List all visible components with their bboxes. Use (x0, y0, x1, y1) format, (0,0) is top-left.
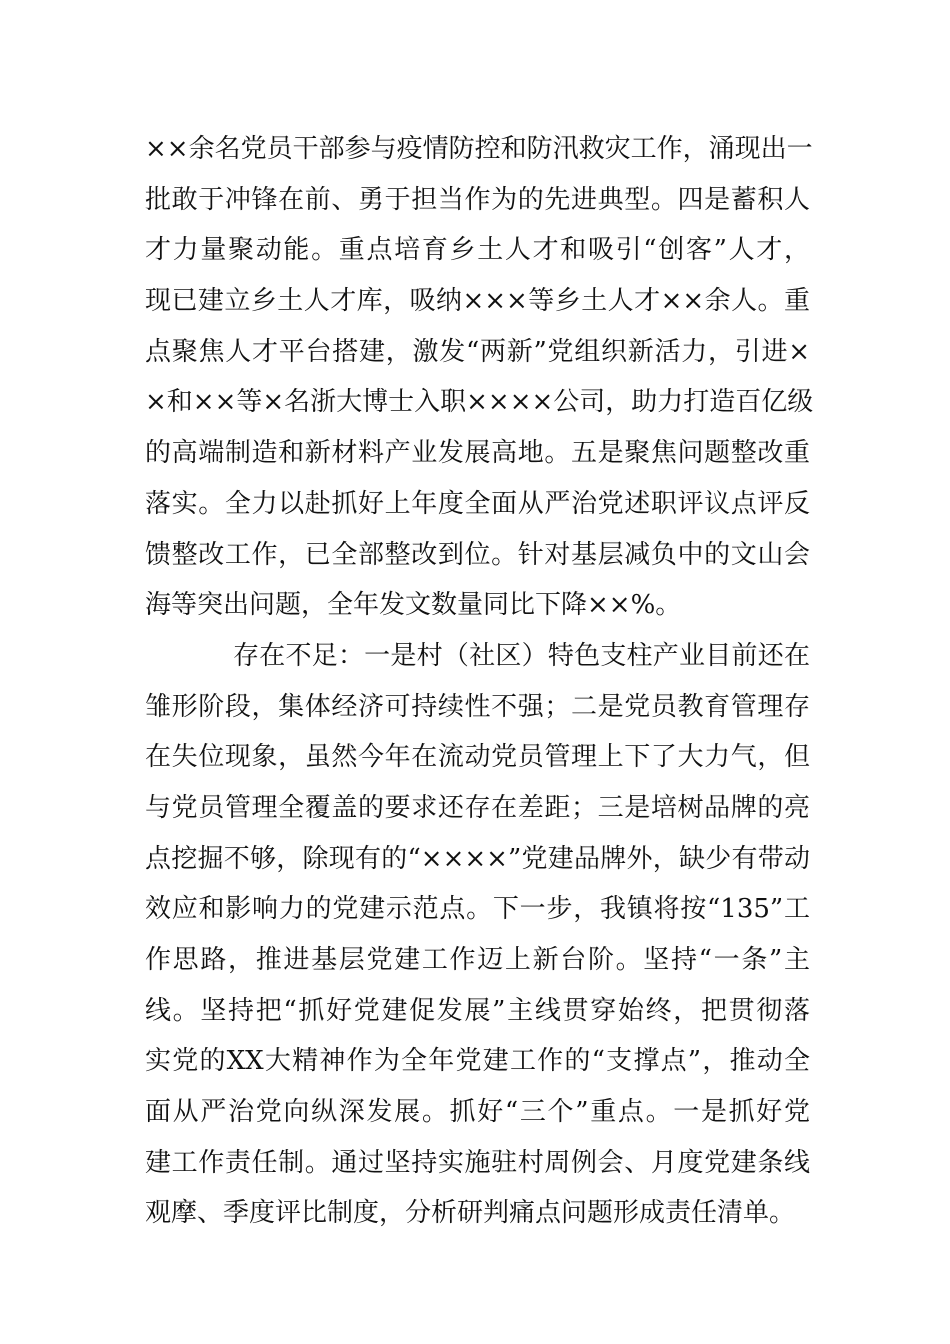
text-line: 效应和影响力的党建示范点。下一步，我镇将按“135”工 (145, 894, 810, 925)
text-line: 线。坚持把“抓好党建促发展”主线贯穿始终，把贯彻落 (145, 995, 810, 1026)
text-line: 面从严治党向纵深发展。抓好“三个”重点。一是抓好党 (145, 1097, 810, 1128)
text-line: 点聚焦人才平台搭建，激发“两新”党组织新活力，引进× (145, 336, 810, 367)
text-line: 落实。全力以赴抓好上年度全面从严治党述职评议点评反 (145, 488, 810, 519)
text-line: 存在不足：一是村（社区）特色支柱产业目前还在 (233, 640, 810, 671)
text-line: 雏形阶段，集体经济可持续性不强；二是党员教育管理存 (145, 691, 810, 722)
text-line: 馈整改工作，已全部整改到位。针对基层减负中的文山会 (145, 539, 810, 570)
body-text (145, 124, 814, 1239)
text-line: ×和××等×名浙大博士入职××××公司，助力打造百亿级 (145, 387, 814, 418)
text-line: 现已建立乡土人才库，吸纳×××等乡土人才××余人。重 (145, 286, 810, 317)
paragraph-shortcomings (145, 631, 810, 1239)
text-line: 海等突出问题，全年发文数量同比下降××%。 (145, 590, 682, 621)
text-line: 批敢于冲锋在前、勇于担当作为的先进典型。四是蓄积人 (145, 184, 810, 215)
text-line: 点挖掘不够，除现有的“××××”党建品牌外，缺少有带动 (145, 843, 810, 874)
text-line: 实党的XX大精神作为全年党建工作的“支撑点”，推动全 (145, 1046, 810, 1077)
text-line: 作思路，推进基层党建工作迈上新台阶。坚持“一条”主 (145, 945, 810, 975)
text-line: 建工作责任制。通过坚持实施驻村周例会、月度党建条线 (145, 1147, 810, 1178)
text-line: 观摩、季度评比制度，分析研判痛点问题形成责任清单。 (145, 1198, 796, 1229)
text-line: ××余名党员干部参与疫情防控和防汛救灾工作，涌现出一 (145, 134, 813, 164)
text-line: 的高端制造和新材料产业发展高地。五是聚焦问题整改重 (145, 438, 810, 469)
text-line: 才力量聚动能。重点培育乡土人才和吸引“创客”人才， (145, 235, 810, 266)
paragraph-achievements (145, 124, 814, 631)
text-line: 在失位现象，虽然今年在流动党员管理上下了大力气，但 (145, 742, 810, 773)
text-line: 与党员管理全覆盖的要求还存在差距；三是培树品牌的亮 (145, 792, 810, 823)
